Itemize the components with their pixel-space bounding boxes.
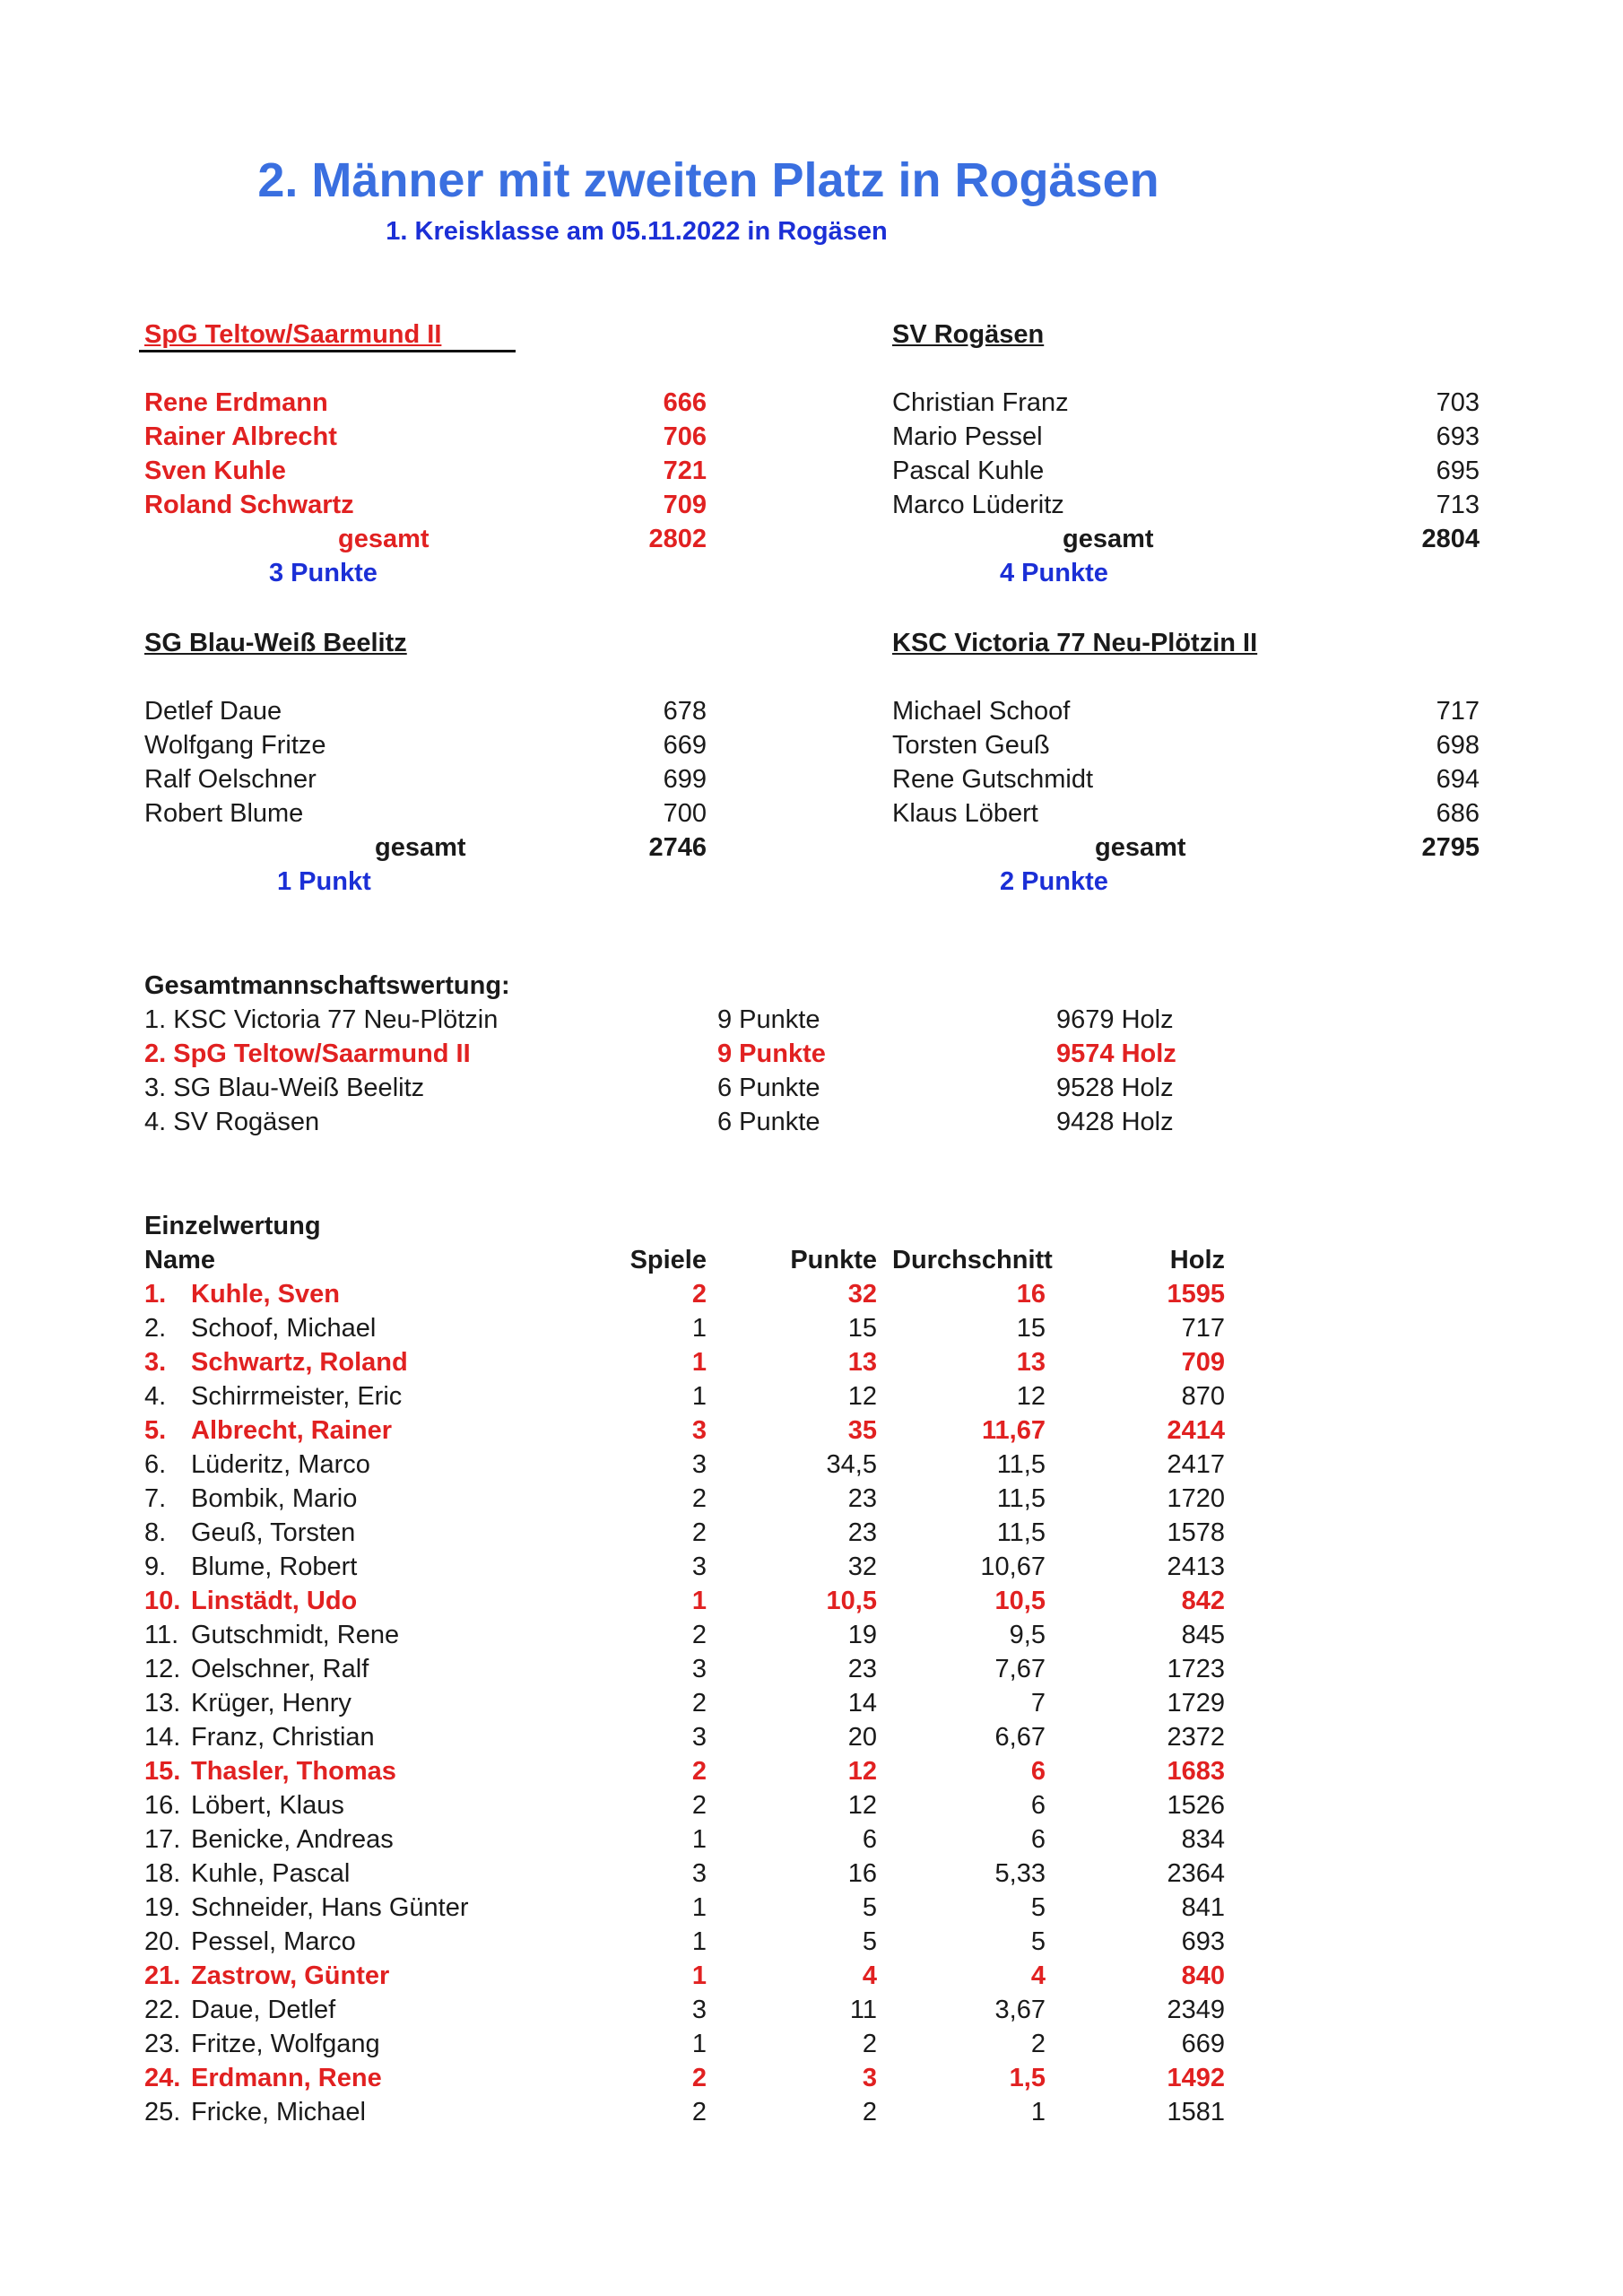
player-holz: 1683: [1167, 1757, 1225, 1786]
player-rank: 23.: [144, 2030, 181, 2058]
player-games: 3: [691, 1723, 707, 1752]
player-score: 666: [663, 388, 707, 417]
player-average: 7,67: [994, 1655, 1046, 1683]
player-average: 11,5: [996, 1450, 1046, 1479]
player-holz: 834: [1181, 1825, 1225, 1854]
player-points: 23: [847, 1484, 877, 1513]
player-games: 1: [691, 1348, 707, 1377]
player-name: Blume, Robert: [191, 1552, 358, 1581]
player-average: 6: [1030, 1791, 1046, 1820]
player-row: [0, 1379, 1623, 1413]
player-average: 2: [1030, 2030, 1046, 2058]
player-score: 678: [663, 697, 707, 726]
player-score: 706: [663, 422, 707, 451]
player-name: Lüderitz, Marco: [191, 1450, 370, 1479]
player-games: 3: [691, 1450, 707, 1479]
column-header-holz: Holz: [1169, 1246, 1225, 1274]
player-holz: 2372: [1167, 1723, 1225, 1752]
player-name: Schwartz, Roland: [191, 1348, 408, 1377]
player-row: [0, 1754, 1623, 1788]
player-row: [0, 2027, 1623, 2061]
player-points: 10,5: [826, 1587, 877, 1615]
ranking-row: [0, 1105, 1623, 1139]
player-name: Daue, Detlef: [191, 1996, 336, 2024]
team-name: SG Blau-Weiß Beelitz: [144, 629, 407, 657]
player-games: 2: [691, 1689, 707, 1718]
player-games: 1: [691, 1893, 707, 1922]
player-holz: 693: [1181, 1927, 1225, 1956]
player-name: Bombik, Mario: [191, 1484, 358, 1513]
player-points: 32: [847, 1552, 877, 1581]
ranking-points: 9 Punkte: [717, 1039, 826, 1068]
team-name: SV Rogäsen: [892, 320, 1045, 349]
player-points: 14: [847, 1689, 877, 1718]
player-holz: 870: [1181, 1382, 1225, 1411]
player-games: 2: [691, 1518, 707, 1547]
player-holz: 1581: [1167, 2098, 1225, 2126]
player-games: 1: [691, 2030, 707, 2058]
player-rank: 14.: [144, 1723, 181, 1752]
total-label: gesamt: [1095, 833, 1186, 862]
player-rank: 6.: [144, 1450, 167, 1479]
player-row: [0, 1311, 1623, 1345]
player-holz: 1723: [1167, 1655, 1225, 1683]
team-total: 2802: [648, 525, 707, 553]
team-underline: [139, 350, 516, 352]
ranking-holz: 9574 Holz: [1056, 1039, 1176, 1068]
player-average: 9,5: [1009, 1621, 1046, 1649]
player-points: 34,5: [826, 1450, 877, 1479]
player-average: 3,67: [994, 1996, 1046, 2024]
player-points: 6: [862, 1825, 877, 1854]
player-score: 693: [1436, 422, 1480, 451]
player-holz: 2414: [1167, 1416, 1225, 1445]
ranking-points: 6 Punkte: [717, 1108, 820, 1136]
player-rank: 3.: [144, 1348, 167, 1377]
player-points: 13: [847, 1348, 877, 1377]
player-points: 3: [862, 2064, 877, 2092]
player-average: 11,5: [996, 1518, 1046, 1547]
page-title: 2. Männer mit zweiten Platz in Rogäsen: [257, 153, 1159, 207]
column-header-durchschnitt: Durchschnitt: [892, 1246, 1053, 1274]
player-name: Albrecht, Rainer: [191, 1416, 392, 1445]
player-rank: 21.: [144, 1961, 181, 1990]
player-average: 11,5: [996, 1484, 1046, 1513]
player-holz: 2349: [1167, 1996, 1225, 2024]
team-total: 2795: [1421, 833, 1480, 862]
ranking-team: 3. SG Blau-Weiß Beelitz: [144, 1074, 425, 1102]
ranking-row: [0, 1003, 1623, 1037]
ranking-team: 2. SpG Teltow/Saarmund II: [144, 1039, 471, 1068]
team-total: 2746: [648, 833, 707, 862]
player-score: 694: [1436, 765, 1480, 794]
player-points: 19: [847, 1621, 877, 1649]
individual-header-row: [0, 1243, 1623, 1277]
player-name: Thasler, Thomas: [191, 1757, 396, 1786]
player-holz: 1578: [1167, 1518, 1225, 1547]
player-holz: 1729: [1167, 1689, 1225, 1718]
team-ranking-heading: Gesamtmannschaftswertung:: [144, 971, 510, 1000]
match-points: 4 Punkte: [1000, 559, 1108, 587]
player-name: Fricke, Michael: [191, 2098, 366, 2126]
player-average: 1,5: [1009, 2064, 1046, 2092]
player-name: Franz, Christian: [191, 1723, 375, 1752]
player-name: Christian Franz: [892, 388, 1069, 417]
player-games: 3: [691, 1996, 707, 2024]
player-row: [0, 2061, 1623, 2095]
player-points: 5: [862, 1893, 877, 1922]
player-score: 700: [663, 799, 707, 828]
player-average: 5: [1030, 1927, 1046, 1956]
player-games: 3: [691, 1416, 707, 1445]
player-points: 16: [847, 1859, 877, 1888]
player-holz: 1526: [1167, 1791, 1225, 1820]
column-header-name: Name: [144, 1246, 215, 1274]
player-games: 3: [691, 1859, 707, 1888]
player-average: 6,67: [994, 1723, 1046, 1752]
player-games: 1: [691, 1927, 707, 1956]
player-row: [0, 1686, 1623, 1720]
player-score: 669: [663, 731, 707, 760]
player-points: 12: [847, 1382, 877, 1411]
player-points: 23: [847, 1655, 877, 1683]
player-average: 13: [1016, 1348, 1046, 1377]
player-average: 7: [1030, 1689, 1046, 1718]
player-games: 2: [691, 1484, 707, 1513]
player-holz: 845: [1181, 1621, 1225, 1649]
player-name: Krüger, Henry: [191, 1689, 352, 1718]
player-row: [0, 1822, 1623, 1857]
player-points: 15: [847, 1314, 877, 1343]
player-average: 4: [1030, 1961, 1046, 1990]
player-games: 2: [691, 1621, 707, 1649]
player-points: 4: [862, 1961, 877, 1990]
player-row: [0, 1277, 1623, 1311]
player-name: Zastrow, Günter: [191, 1961, 390, 1990]
player-points: 2: [862, 2098, 877, 2126]
player-average: 10,5: [994, 1587, 1046, 1615]
player-row: [0, 1345, 1623, 1379]
total-label: gesamt: [1063, 525, 1154, 553]
player-games: 1: [691, 1314, 707, 1343]
player-games: 2: [691, 1757, 707, 1786]
player-name: Torsten Geuß: [892, 731, 1050, 760]
player-name: Geuß, Torsten: [191, 1518, 356, 1547]
player-games: 1: [691, 1961, 707, 1990]
player-rank: 2.: [144, 1314, 167, 1343]
player-name: Benicke, Andreas: [191, 1825, 394, 1854]
player-holz: 1492: [1167, 2064, 1225, 2092]
player-points: 5: [862, 1927, 877, 1956]
player-points: 32: [847, 1280, 877, 1309]
player-name: Erdmann, Rene: [191, 2064, 382, 2092]
player-name: Schirrmeister, Eric: [191, 1382, 403, 1411]
player-name: Sven Kuhle: [144, 457, 286, 485]
player-games: 3: [691, 1655, 707, 1683]
column-header-spiele: Spiele: [629, 1246, 707, 1274]
player-name: Kuhle, Sven: [191, 1280, 340, 1309]
player-points: 23: [847, 1518, 877, 1547]
player-name: Detlef Daue: [144, 697, 282, 726]
player-name: Pascal Kuhle: [892, 457, 1045, 485]
player-holz: 2364: [1167, 1859, 1225, 1888]
player-rank: 10.: [144, 1587, 181, 1615]
player-score: 717: [1436, 697, 1480, 726]
player-games: 1: [691, 1825, 707, 1854]
player-games: 2: [691, 1791, 707, 1820]
player-score: 698: [1436, 731, 1480, 760]
player-average: 16: [1016, 1280, 1046, 1309]
player-average: 10,67: [980, 1552, 1046, 1581]
player-row: [0, 1857, 1623, 1891]
player-name: Rene Erdmann: [144, 388, 328, 417]
player-average: 5,33: [994, 1859, 1046, 1888]
ranking-holz: 9528 Holz: [1056, 1074, 1174, 1102]
player-name: Ralf Oelschner: [144, 765, 317, 794]
player-points: 12: [847, 1757, 877, 1786]
player-row: [0, 1448, 1623, 1482]
player-row: [0, 1788, 1623, 1822]
player-name: Fritze, Wolfgang: [191, 2030, 380, 2058]
player-row: [0, 1959, 1623, 1993]
player-score: 709: [663, 491, 707, 519]
player-name: Klaus Löbert: [892, 799, 1038, 828]
player-score: 699: [663, 765, 707, 794]
ranking-holz: 9679 Holz: [1056, 1005, 1174, 1034]
player-rank: 20.: [144, 1927, 181, 1956]
ranking-holz: 9428 Holz: [1056, 1108, 1174, 1136]
player-name: Mario Pessel: [892, 422, 1043, 451]
column-header-punkte: Punkte: [790, 1246, 877, 1274]
player-rank: 1.: [144, 1280, 167, 1309]
ranking-row: [0, 1037, 1623, 1071]
player-rank: 22.: [144, 1996, 181, 2024]
match-points: 3 Punkte: [269, 559, 378, 587]
player-name: Michael Schoof: [892, 697, 1071, 726]
player-score: 721: [663, 457, 707, 485]
player-name: Pessel, Marco: [191, 1927, 356, 1956]
player-name: Linstädt, Udo: [191, 1587, 358, 1615]
player-row: [0, 1413, 1623, 1448]
player-rank: 5.: [144, 1416, 167, 1445]
player-games: 2: [691, 2098, 707, 2126]
player-holz: 669: [1181, 2030, 1225, 2058]
player-points: 35: [847, 1416, 877, 1445]
player-row: [0, 1925, 1623, 1959]
player-holz: 840: [1181, 1961, 1225, 1990]
ranking-row: [0, 1071, 1623, 1105]
team-total: 2804: [1421, 525, 1480, 553]
player-row: [0, 1720, 1623, 1754]
player-score: 703: [1436, 388, 1480, 417]
player-games: 1: [691, 1382, 707, 1411]
player-average: 12: [1016, 1382, 1046, 1411]
player-name: Oelschner, Ralf: [191, 1655, 369, 1683]
player-row: [0, 1584, 1623, 1618]
player-rank: 7.: [144, 1484, 167, 1513]
player-rank: 12.: [144, 1655, 181, 1683]
player-average: 11,67: [982, 1416, 1046, 1445]
ranking-points: 6 Punkte: [717, 1074, 820, 1102]
player-holz: 841: [1181, 1893, 1225, 1922]
player-rank: 24.: [144, 2064, 181, 2092]
player-name: Rainer Albrecht: [144, 422, 337, 451]
player-score: 695: [1436, 457, 1480, 485]
player-points: 12: [847, 1791, 877, 1820]
player-name: Marco Lüderitz: [892, 491, 1064, 519]
player-row: [0, 1516, 1623, 1550]
player-points: 2: [862, 2030, 877, 2058]
player-rank: 8.: [144, 1518, 167, 1547]
player-name: Wolfgang Fritze: [144, 731, 326, 760]
ranking-team: 4. SV Rogäsen: [144, 1108, 320, 1136]
player-holz: 2417: [1167, 1450, 1225, 1479]
player-row: [0, 1652, 1623, 1686]
player-row: [0, 2095, 1623, 2129]
player-holz: 842: [1181, 1587, 1225, 1615]
player-name: Schoof, Michael: [191, 1314, 377, 1343]
player-name: Löbert, Klaus: [191, 1791, 344, 1820]
player-rank: 11.: [144, 1621, 179, 1649]
player-name: Schneider, Hans Günter: [191, 1893, 469, 1922]
player-rank: 19.: [144, 1893, 181, 1922]
player-holz: 1595: [1167, 1280, 1225, 1309]
player-name: Gutschmidt, Rene: [191, 1621, 400, 1649]
player-average: 6: [1030, 1825, 1046, 1854]
player-rank: 15.: [144, 1757, 181, 1786]
player-rank: 9.: [144, 1552, 167, 1581]
player-games: 2: [691, 1280, 707, 1309]
page-subtitle: 1. Kreisklasse am 05.11.2022 in Rogäsen: [386, 217, 888, 246]
player-name: Robert Blume: [144, 799, 304, 828]
player-average: 1: [1030, 2098, 1046, 2126]
team-name: KSC Victoria 77 Neu-Plötzin II: [892, 629, 1258, 657]
player-holz: 717: [1181, 1314, 1225, 1343]
player-holz: 1720: [1167, 1484, 1225, 1513]
total-label: gesamt: [338, 525, 430, 553]
player-games: 1: [691, 1587, 707, 1615]
match-points: 2 Punkte: [1000, 867, 1108, 896]
player-rank: 25.: [144, 2098, 181, 2126]
player-points: 11: [849, 1996, 877, 2024]
player-games: 2: [691, 2064, 707, 2092]
player-rank: 13.: [144, 1689, 181, 1718]
player-average: 5: [1030, 1893, 1046, 1922]
player-holz: 709: [1181, 1348, 1225, 1377]
player-points: 20: [847, 1723, 877, 1752]
player-rank: 18.: [144, 1859, 181, 1888]
player-row: [0, 1891, 1623, 1925]
total-label: gesamt: [375, 833, 466, 862]
player-rank: 4.: [144, 1382, 167, 1411]
player-score: 713: [1436, 491, 1480, 519]
player-row: [0, 1550, 1623, 1584]
player-rank: 16.: [144, 1791, 181, 1820]
player-average: 15: [1016, 1314, 1046, 1343]
player-score: 686: [1436, 799, 1480, 828]
player-holz: 2413: [1167, 1552, 1225, 1581]
player-average: 6: [1030, 1757, 1046, 1786]
player-name: Roland Schwartz: [144, 491, 354, 519]
ranking-points: 9 Punkte: [717, 1005, 820, 1034]
player-row: [0, 1993, 1623, 2027]
team-name: SpG Teltow/Saarmund II: [144, 320, 442, 349]
ranking-team: 1. KSC Victoria 77 Neu-Plötzin: [144, 1005, 499, 1034]
player-row: [0, 1482, 1623, 1516]
individual-heading: Einzelwertung: [144, 1212, 321, 1240]
player-games: 3: [691, 1552, 707, 1581]
match-points: 1 Punkt: [277, 867, 371, 896]
player-name: Kuhle, Pascal: [191, 1859, 351, 1888]
player-row: [0, 1618, 1623, 1652]
player-name: Rene Gutschmidt: [892, 765, 1094, 794]
player-rank: 17.: [144, 1825, 181, 1854]
